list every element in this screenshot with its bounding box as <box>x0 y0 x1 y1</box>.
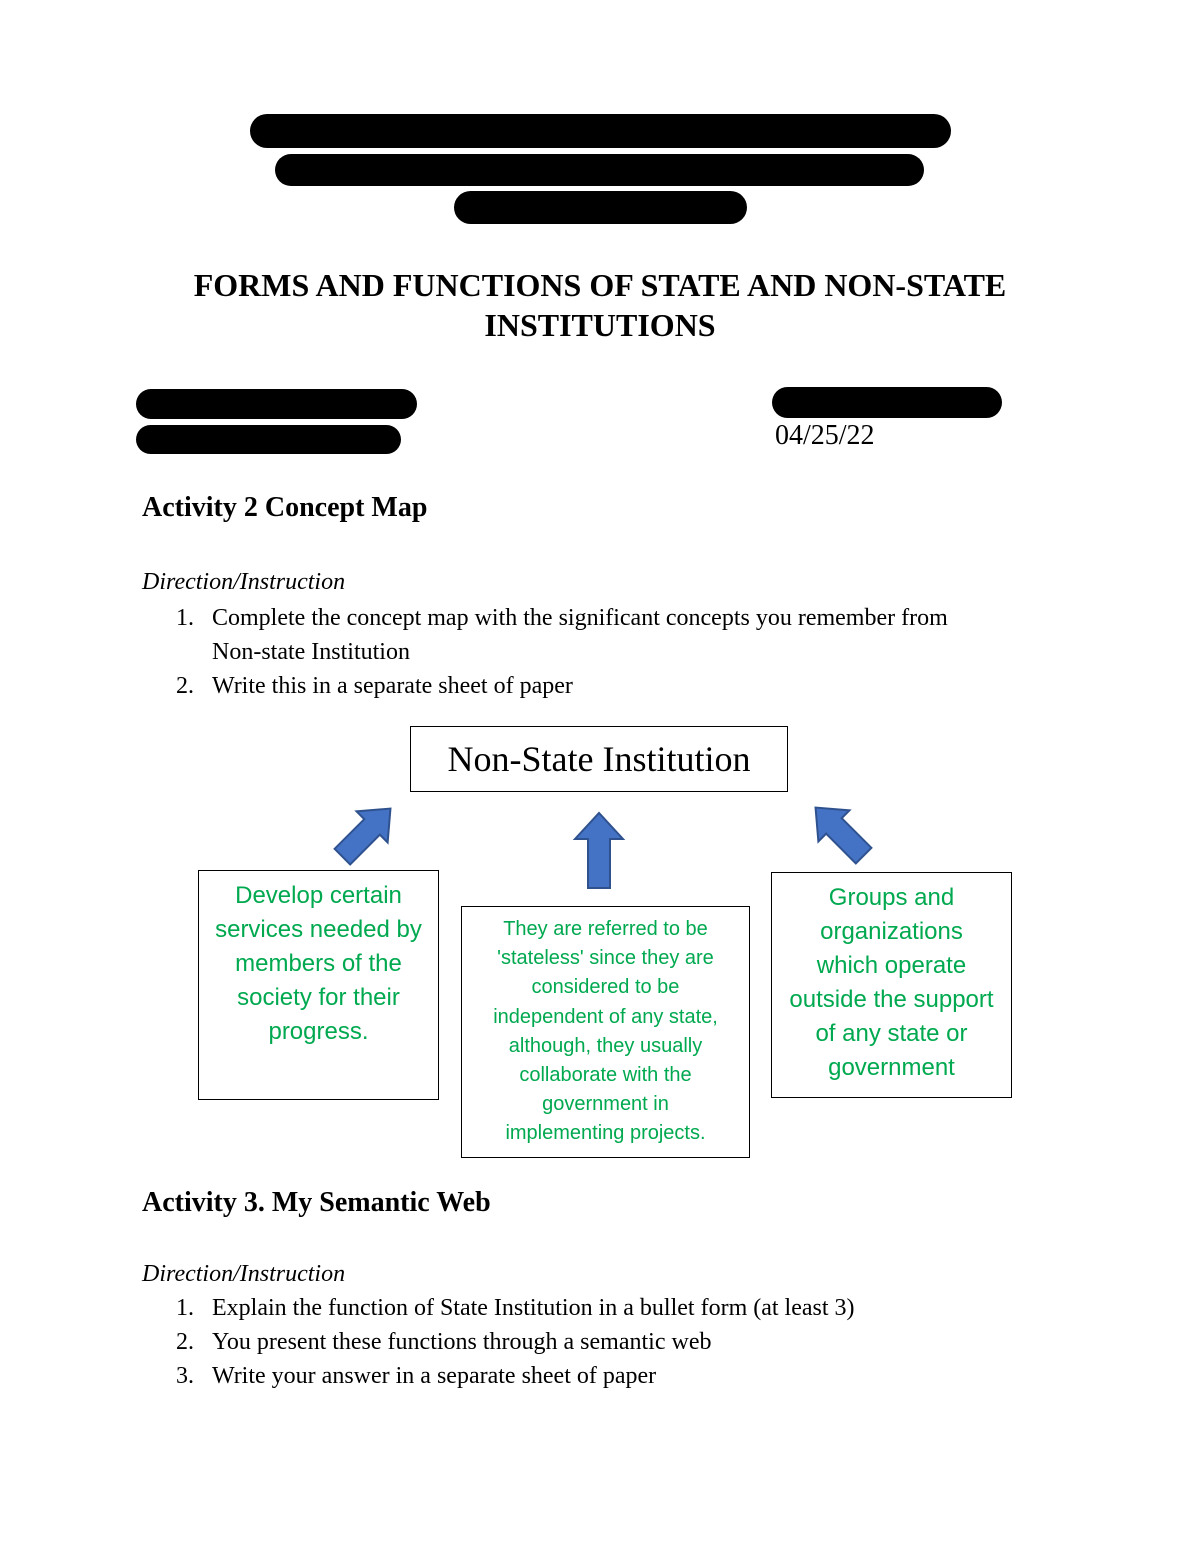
activity-2-heading: Activity 2 Concept Map <box>142 492 428 523</box>
node-text-line: independent of any state, <box>493 1005 718 1028</box>
node-text-line: which operate <box>816 952 967 979</box>
arrow-up-icon <box>575 813 623 888</box>
concept-map-center-node: Non-State Institution <box>410 726 788 792</box>
node-text-line: Groups and <box>828 884 955 911</box>
title-line-2: INSTITUTIONS <box>484 307 716 343</box>
node-text-line: of any state or <box>815 1020 968 1047</box>
step-text-line-1: Complete the concept map with the significant concepts you remember from <box>212 605 948 631</box>
node-text-line: They are referred to be <box>503 918 708 940</box>
node-text-line: government in <box>542 1093 669 1116</box>
node-text-line: government <box>828 1054 955 1081</box>
node-text-line: outside the support <box>789 986 994 1013</box>
concept-node-stateless <box>461 906 750 1158</box>
step-number: 2. <box>176 673 194 699</box>
node-text-line: organizations <box>820 918 963 945</box>
step-text-line-1: Write this in a separate sheet of paper <box>212 673 573 699</box>
list-item <box>142 1291 1102 1325</box>
step-number: 3. <box>176 1363 194 1389</box>
title-line-1: FORMS AND FUNCTIONS OF STATE AND NON-STATE <box>193 267 1007 303</box>
concept-node-services <box>198 870 439 1100</box>
step-text: Explain the function of State Institution in a bullet form (at least 3) <box>212 1295 855 1321</box>
step-number: 2. <box>176 1329 194 1355</box>
node-text-line: members of the <box>235 950 402 977</box>
arrow-up-left-icon <box>800 792 879 871</box>
step-text: Write your answer in a separate sheet of paper <box>212 1363 657 1389</box>
node-text-line: implementing projects. <box>505 1122 706 1145</box>
node-text-line: services needed by <box>215 916 422 943</box>
node-text-line: progress. <box>268 1018 369 1045</box>
activity-3-direction-label: Direction/Instruction <box>142 1261 346 1287</box>
node-text-line: collaborate with the <box>519 1064 692 1087</box>
node-text-line: considered to be <box>531 976 680 999</box>
activity-2-direction-label: Direction/Instruction <box>142 569 346 595</box>
activity-3-steps <box>142 1291 1102 1393</box>
step-number: 1. <box>176 1295 194 1321</box>
node-text-line: Develop certain <box>235 882 402 909</box>
step-text: You present these functions through a semantic web <box>212 1329 712 1355</box>
arrow-up-right-icon <box>327 793 406 872</box>
document-date: 04/25/22 <box>775 420 875 451</box>
node-text-line: 'stateless' since they are <box>497 947 714 970</box>
activity-3-heading: Activity 3. My Semantic Web <box>142 1187 491 1218</box>
list-item <box>142 1325 1102 1359</box>
concept-node-groups <box>771 872 1012 1098</box>
step-text-line-2: Non-state Institution <box>212 639 410 665</box>
node-text-line: although, they usually <box>508 1034 703 1057</box>
step-number: 1. <box>176 605 194 631</box>
node-text-line: society for their <box>237 984 400 1011</box>
list-item <box>142 1359 1102 1393</box>
